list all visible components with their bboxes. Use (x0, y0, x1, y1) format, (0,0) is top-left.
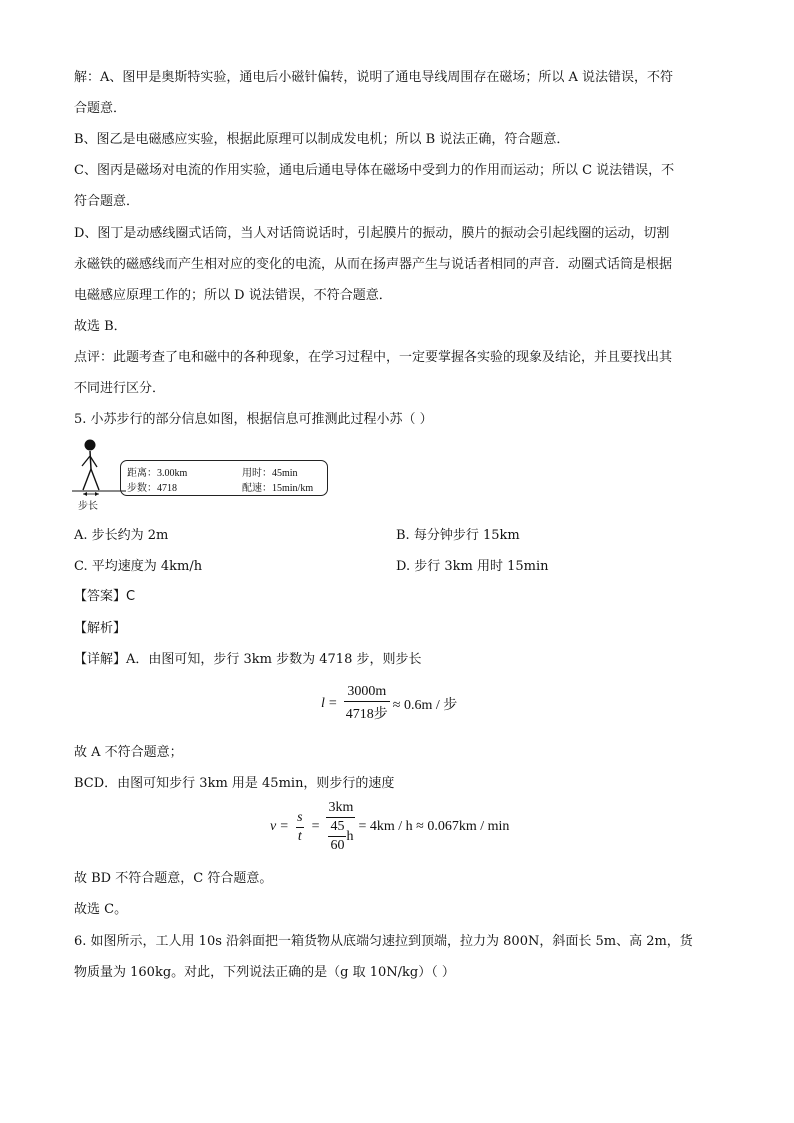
stride-fraction (344, 684, 390, 723)
answer-label: 【答案】C (74, 589, 136, 604)
not-a: 故 A 不符合题意； (74, 745, 183, 760)
prev-analysis-b: B、图乙是电磁感应实验，根据此原理可以制成发电机；所以 B 说法正确，符合题意． (74, 132, 570, 147)
prev-comment-line1: 点评：此题考查了电和磁中的各种现象，在学习过程中，一定要掌握各实验的现象及结论，并且要找出其 (74, 350, 673, 365)
prev-analysis-c-line2: 符合题意． (74, 194, 140, 209)
prev-analysis-c-line1: C、图丙是磁场对电流的作用实验，通电后通电导体在磁场中受到力的作用而运动；所以 C 说法错误，不 (74, 163, 675, 178)
prev-analysis-a-line1: 解：A、图甲是奥斯特实验，通电后小磁针偏转，说明了通电导线周围存在磁场；所以 A 说法错误，不符 (74, 70, 674, 85)
prev-analysis-d-line1: D、图丁是动感线圈式话筒，当人对话筒说话时，引起膜片的振动，膜片的振动会引起线圈的运动，切割 (74, 226, 670, 241)
speed-fraction (326, 800, 355, 854)
bcd-text: BCD．由图可知步行 3km 用是 45min，则步行的速度 (74, 776, 395, 791)
prev-analysis-d-line3: 电磁感应原理工作的；所以 D 说法错误，不符合题意． (74, 288, 392, 303)
minutes-numerator: 45 (330, 819, 345, 834)
speed-result: = 4km / h ≈ 0.067km / min (358, 819, 510, 834)
conclusion: 故 BD 不符合题意，C 符合题意。 (74, 871, 273, 886)
option-a: A. 步长约为 2m (74, 528, 169, 543)
option-d: D. 步行 3km 用时 15min (396, 559, 549, 574)
q6-stem-line2: 物质量为 160kg。对此，下列说法正确的是（g 取 10N/kg）（ ） (74, 965, 455, 980)
q5-stem: 5. 小苏步行的部分信息如图，根据信息可推测此过程小苏（ ） (74, 412, 433, 427)
prev-choice: 故选 B． (74, 319, 127, 334)
pace-readout: 配速：15min/km (242, 483, 314, 494)
analysis-label: 【解析】 (74, 621, 127, 636)
formula-equals: = (328, 695, 337, 711)
formula-t: t (297, 828, 302, 844)
formula-s: s (297, 809, 303, 825)
steps-readout: 步数：4718 (127, 483, 177, 494)
prev-analysis-d-line2: 永磁铁的磁感线而产生相对应的变化的电流，从而在扬声器产生与说话者相同的声音．动圈式话筒是根据 (74, 257, 673, 272)
walker-head (85, 440, 96, 451)
formula-v: v (270, 819, 277, 834)
time-readout: 用时：45min (242, 468, 298, 479)
prev-analysis-a-line2: 合题意． (74, 101, 127, 116)
stride-numerator: 3000m (347, 684, 387, 699)
stride-formula (321, 684, 457, 723)
stride-caption: 步长 (78, 501, 98, 512)
s-over-t (295, 810, 304, 845)
speed-numerator: 3km (328, 800, 354, 815)
formula-l: l (321, 695, 325, 711)
minutes-denominator: 60 (330, 838, 345, 853)
hour-unit: h (346, 828, 354, 844)
stride-result: ≈ 0.6m / 步 (392, 697, 458, 713)
prev-comment-line2: 不同进行区分． (74, 381, 166, 396)
stride-denominator: 4718步 (344, 701, 390, 723)
option-b: B. 每分钟步行 15km (396, 528, 520, 543)
detail-a: 【详解】A．由图可知，步行 3km 步数为 4718 步，则步长 (74, 652, 422, 667)
speed-formula: v = $\frac{s}{t}$ = 3km $\frac{45}{60}$ h = 4km / h ≈ 0.067km / min (270, 800, 510, 853)
walk-info-box (120, 460, 328, 496)
option-c: C. 平均速度为 4km/h (74, 559, 203, 574)
distance-readout: 距离：3.00km (127, 468, 188, 479)
speed-denominator (326, 817, 355, 854)
q5-choice: 故选 C。 (74, 902, 128, 917)
q6-stem-line1: 6. 如图所示，工人用 10s 沿斜面把一箱货物从底端匀速拉到顶端，拉力为 800N，斜面长 5m、高 2m，货 (74, 934, 693, 949)
